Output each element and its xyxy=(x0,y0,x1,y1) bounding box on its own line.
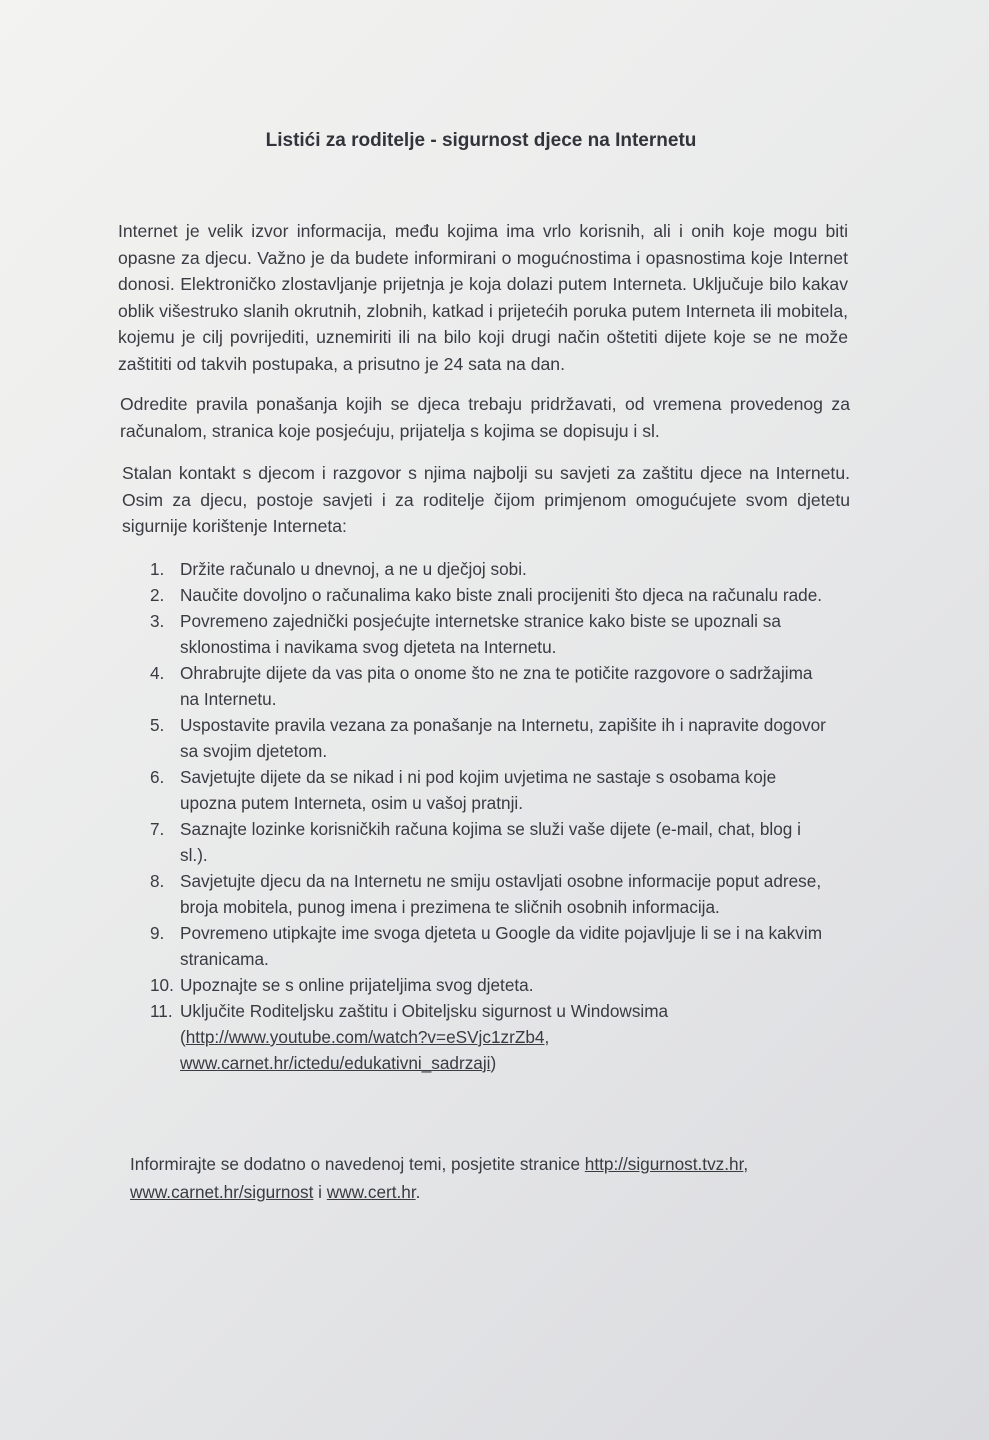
list-item-number: 6. xyxy=(150,767,165,787)
advice-list xyxy=(150,556,830,1076)
footer-separator: , xyxy=(743,1154,749,1174)
list-item xyxy=(150,608,830,660)
list-item-text: Uspostavite pravila vezana za ponašanje na Internetu, zapišite ih i napravite dogovor sa svojim djetetom. xyxy=(180,715,826,761)
list-item-number: 9. xyxy=(150,923,165,943)
list-item xyxy=(150,816,830,868)
list-item xyxy=(150,998,830,1076)
list-item-number: 4. xyxy=(150,663,165,683)
list-item-text: Savjetujte dijete da se nikad i ni pod kojim uvjetima ne sastaje s osobama koje upozna putem Interneta, osim u vašoj pratnji. xyxy=(180,767,777,813)
list-item-number: 1. xyxy=(150,559,165,579)
list-item-number: 11. xyxy=(150,1001,173,1021)
list-item-text: Upoznajte se s online prijateljima svog djeteta. xyxy=(180,975,534,995)
list-item-text: Savjetujte djecu da na Internetu ne smiju ostavljati osobne informacije poput adrese, broja mobitela, punog imena i prezimena te sličnih osobnih informacija. xyxy=(180,871,822,917)
footer-text: Informirajte se dodatno o navedenoj temi, posjetite stranice xyxy=(130,1154,585,1174)
carnet-sigurnost-link[interactable]: www.carnet.hr/sigurnost xyxy=(130,1182,314,1202)
list-item-text: Povremeno utipkajte ime svoga djeteta u Google da vidite pojavljuje li se i na kakvim stranicama. xyxy=(180,923,823,969)
list-item xyxy=(150,582,830,608)
list-item-text: Ohrabrujte dijete da vas pita o onome što ne zna te potičite razgovore o sadržajima na Internetu. xyxy=(180,663,813,709)
list-item-text: Povremeno zajednički posjećujte internetske stranice kako biste se upoznali sa sklonostima i navikama svog djeteta na Internetu. xyxy=(180,611,781,657)
list-item-number: 5. xyxy=(150,715,165,735)
intro-paragraph: Internet je velik izvor informacija, među kojima ima vrlo korisnih, ali i onih koje mogu biti opasne za djecu. Važno je da budete informirani o mogućnostima i opasnostima koje Internet donosi. Elektroničko zlostavljanje prijetnja je koja dolazi putem Interneta. Uključuje bilo kakav oblik višestruko slanih okrutnih, zlobnih, katkad i prijetećih poruka putem Interneta ili mobitela, kojemu je cilj povrijediti, uznemiriti ili na bilo koji drugi način oštetiti dijete koje se ne može zaštititi od takvih postupaka, a prisutno je 24 sata na dan. xyxy=(118,221,848,374)
list-item-text: Naučite dovoljno o računalima kako biste znali procijeniti što djeca na računalu rade. xyxy=(180,585,823,605)
list-item xyxy=(150,972,830,998)
advice-paragraph: Stalan kontakt s djecom i razgovor s njima najbolji su savjeti za zaštitu djece na Internetu. Osim za djecu, postoje savjeti i za roditelje čijom primjenom omogućujete svom djetetu sigurnije korištenje Interneta: xyxy=(122,463,850,536)
list-item xyxy=(150,764,830,816)
list-item xyxy=(150,920,830,972)
open-paren: ( xyxy=(180,1027,186,1047)
list-item-number: 3. xyxy=(150,611,165,631)
footer-end: . xyxy=(415,1182,421,1202)
list-item-main-text: Uključite Roditeljsku zaštitu i Obiteljsku sigurnost u Windowsima xyxy=(180,1001,669,1021)
list-item-number: 8. xyxy=(150,871,165,891)
footer-and: i xyxy=(313,1182,327,1202)
list-item-number: 10. xyxy=(150,975,174,995)
list-item-number: 2. xyxy=(150,585,165,605)
list-item-number: 7. xyxy=(150,819,165,839)
list-item-text: Držite računalo u dnevnoj, a ne u dječjoj sobi. xyxy=(180,559,527,579)
sigurnost-tvz-link[interactable]: http://sigurnost.tvz.hr xyxy=(584,1154,744,1174)
list-item-text: Saznajte lozinke korisničkih računa kojima se služi vaše dijete (e-mail, chat, blog i sl.). xyxy=(180,819,801,865)
rules-paragraph: Odredite pravila ponašanja kojih se djeca trebaju pridržavati, od vremena provedenog za računalom, stranica koje posjećuju, prijatelja s kojima se dopisuju i sl. xyxy=(120,394,850,441)
list-item xyxy=(150,868,830,920)
cert-link[interactable]: www.cert.hr xyxy=(326,1182,416,1202)
link-separator: , xyxy=(544,1027,550,1047)
footer-paragraph xyxy=(130,1150,850,1206)
close-paren: ) xyxy=(490,1053,497,1073)
list-item xyxy=(150,660,830,712)
page-title: Listići za roditelje - sigurnost djece na Internetu xyxy=(265,130,697,151)
carnet-ictedu-link[interactable]: www.carnet.hr/ictedu/edukativni_sadrzaji xyxy=(180,1053,491,1073)
youtube-link[interactable]: http://www.youtube.com/watch?v=eSVjc1zrZb4 xyxy=(185,1027,545,1047)
list-item-text xyxy=(180,998,830,1076)
list-item xyxy=(150,712,830,764)
list-item xyxy=(150,556,830,582)
